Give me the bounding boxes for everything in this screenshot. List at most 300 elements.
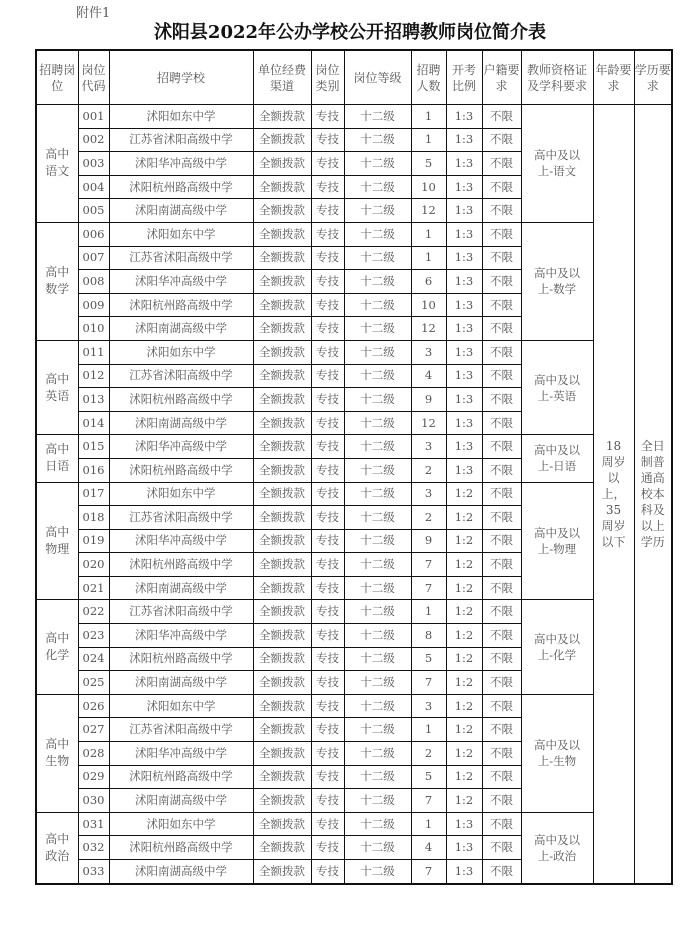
age-cell <box>593 105 634 884</box>
type-cell: 专技 <box>311 435 344 459</box>
ratio-cell: 1:2 <box>446 529 482 553</box>
table-row <box>36 812 672 836</box>
type-cell: 专技 <box>311 624 344 648</box>
funding-cell: 全额拨款 <box>253 718 311 742</box>
count-cell: 4 <box>411 364 446 388</box>
ratio-cell: 1:3 <box>446 128 482 152</box>
code-cell: 005 <box>78 199 109 223</box>
code-cell: 019 <box>78 529 109 553</box>
funding-cell: 全额拨款 <box>253 364 311 388</box>
funding-cell: 全额拨款 <box>253 506 311 530</box>
hukou-cell: 不限 <box>482 340 521 364</box>
code-cell: 009 <box>78 293 109 317</box>
header-type: 岗位类别 <box>311 50 344 105</box>
position-label: 高中政治 <box>45 831 70 863</box>
code-cell: 023 <box>78 624 109 648</box>
document-title: 沭阳县2022年公办学校公开招聘教师岗位简介表 <box>153 22 547 43</box>
ratio-cell: 1:2 <box>446 600 482 624</box>
header-position: 招聘岗位 <box>36 50 78 105</box>
hukou-cell: 不限 <box>482 718 521 742</box>
grade-cell: 十二级 <box>344 647 411 671</box>
grade-cell: 十二级 <box>344 553 411 577</box>
type-cell: 专技 <box>311 836 344 860</box>
code-cell: 021 <box>78 576 109 600</box>
grade-cell: 十二级 <box>344 742 411 766</box>
funding-cell: 全额拨款 <box>253 812 311 836</box>
grade-cell: 十二级 <box>344 128 411 152</box>
code-cell: 031 <box>78 812 109 836</box>
grade-cell: 十二级 <box>344 222 411 246</box>
table-row <box>36 340 672 364</box>
funding-cell: 全额拨款 <box>253 317 311 341</box>
type-cell: 专技 <box>311 694 344 718</box>
grade-cell: 十二级 <box>344 694 411 718</box>
hukou-cell: 不限 <box>482 624 521 648</box>
funding-cell: 全额拨款 <box>253 860 311 884</box>
funding-cell: 全额拨款 <box>253 105 311 129</box>
position-cell <box>36 482 78 600</box>
header-funding: 单位经费渠道 <box>253 50 311 105</box>
count-cell: 3 <box>411 340 446 364</box>
hukou-cell: 不限 <box>482 789 521 813</box>
funding-cell: 全额拨款 <box>253 671 311 695</box>
hukou-cell: 不限 <box>482 553 521 577</box>
position-label: 高中生物 <box>45 737 70 769</box>
type-cell: 专技 <box>311 199 344 223</box>
code-cell: 026 <box>78 694 109 718</box>
type-cell: 专技 <box>311 105 344 129</box>
funding-cell: 全额拨款 <box>253 553 311 577</box>
ratio-cell: 1:3 <box>446 293 482 317</box>
code-cell: 004 <box>78 175 109 199</box>
header-school: 招聘学校 <box>109 50 253 105</box>
hukou-cell: 不限 <box>482 812 521 836</box>
table-row <box>36 222 672 246</box>
code-cell: 001 <box>78 105 109 129</box>
code-cell: 033 <box>78 860 109 884</box>
hukou-cell: 不限 <box>482 694 521 718</box>
school-cell: 沭阳如东中学 <box>109 340 253 364</box>
grade-cell: 十二级 <box>344 812 411 836</box>
funding-cell: 全额拨款 <box>253 246 311 270</box>
school-cell: 沭阳如东中学 <box>109 812 253 836</box>
count-cell: 10 <box>411 293 446 317</box>
table-body <box>36 105 672 884</box>
funding-cell: 全额拨款 <box>253 600 311 624</box>
ratio-cell: 1:3 <box>446 152 482 176</box>
table-row <box>36 105 672 129</box>
ratio-cell: 1:3 <box>446 860 482 884</box>
funding-cell: 全额拨款 <box>253 175 311 199</box>
grade-cell: 十二级 <box>344 482 411 506</box>
grade-cell: 十二级 <box>344 458 411 482</box>
type-cell: 专技 <box>311 812 344 836</box>
count-cell: 8 <box>411 624 446 648</box>
positions-table <box>35 49 673 885</box>
ratio-cell: 1:3 <box>446 317 482 341</box>
header-grade: 岗位等级 <box>344 50 411 105</box>
hukou-cell: 不限 <box>482 836 521 860</box>
hukou-cell: 不限 <box>482 388 521 412</box>
ratio-cell: 1:3 <box>446 175 482 199</box>
school-cell: 沭阳杭州路高级中学 <box>109 836 253 860</box>
school-cell: 沭阳南湖高级中学 <box>109 671 253 695</box>
type-cell: 专技 <box>311 458 344 482</box>
funding-cell: 全额拨款 <box>253 222 311 246</box>
ratio-cell: 1:3 <box>446 458 482 482</box>
count-cell: 1 <box>411 718 446 742</box>
count-cell: 1 <box>411 105 446 129</box>
type-cell: 专技 <box>311 152 344 176</box>
funding-cell: 全额拨款 <box>253 270 311 294</box>
hukou-cell: 不限 <box>482 506 521 530</box>
school-cell: 沭阳南湖高级中学 <box>109 411 253 435</box>
hukou-cell: 不限 <box>482 435 521 459</box>
ratio-cell: 1:2 <box>446 718 482 742</box>
grade-cell: 十二级 <box>344 152 411 176</box>
hukou-cell: 不限 <box>482 647 521 671</box>
attachment-label: 附件1 <box>76 6 111 21</box>
grade-cell: 十二级 <box>344 789 411 813</box>
school-cell: 沭阳杭州路高级中学 <box>109 553 253 577</box>
school-cell: 沭阳杭州路高级中学 <box>109 175 253 199</box>
code-cell: 006 <box>78 222 109 246</box>
school-cell: 沭阳杭州路高级中学 <box>109 293 253 317</box>
hukou-cell: 不限 <box>482 128 521 152</box>
type-cell: 专技 <box>311 411 344 435</box>
hukou-cell: 不限 <box>482 105 521 129</box>
cert-cell <box>521 222 593 340</box>
school-cell: 江苏省沭阳高级中学 <box>109 128 253 152</box>
position-label: 高中化学 <box>45 631 70 663</box>
funding-cell: 全额拨款 <box>253 765 311 789</box>
funding-cell: 全额拨款 <box>253 482 311 506</box>
position-label: 高中日语 <box>45 442 70 474</box>
header-count: 招聘人数 <box>411 50 446 105</box>
school-cell: 沭阳南湖高级中学 <box>109 317 253 341</box>
cert-label: 高中及以上-数学 <box>534 266 580 297</box>
hukou-cell: 不限 <box>482 175 521 199</box>
table-row <box>36 482 672 506</box>
count-cell: 2 <box>411 506 446 530</box>
hukou-cell: 不限 <box>482 270 521 294</box>
type-cell: 专技 <box>311 765 344 789</box>
ratio-cell: 1:2 <box>446 765 482 789</box>
count-cell: 4 <box>411 836 446 860</box>
count-cell: 5 <box>411 765 446 789</box>
count-cell: 6 <box>411 270 446 294</box>
cert-label: 高中及以上-生物 <box>534 738 580 769</box>
grade-cell: 十二级 <box>344 435 411 459</box>
count-cell: 7 <box>411 576 446 600</box>
code-cell: 027 <box>78 718 109 742</box>
ratio-cell: 1:2 <box>446 553 482 577</box>
funding-cell: 全额拨款 <box>253 529 311 553</box>
grade-cell: 十二级 <box>344 600 411 624</box>
code-cell: 003 <box>78 152 109 176</box>
funding-cell: 全额拨款 <box>253 836 311 860</box>
grade-cell: 十二级 <box>344 718 411 742</box>
type-cell: 专技 <box>311 388 344 412</box>
type-cell: 专技 <box>311 789 344 813</box>
cert-label: 高中及以上-化学 <box>534 632 580 663</box>
code-cell: 032 <box>78 836 109 860</box>
grade-cell: 十二级 <box>344 576 411 600</box>
school-cell: 沭阳华冲高级中学 <box>109 742 253 766</box>
grade-cell: 十二级 <box>344 270 411 294</box>
funding-cell: 全额拨款 <box>253 435 311 459</box>
funding-cell: 全额拨款 <box>253 576 311 600</box>
grade-cell: 十二级 <box>344 317 411 341</box>
ratio-cell: 1:3 <box>446 340 482 364</box>
position-label: 高中物理 <box>45 524 70 556</box>
school-cell: 沭阳华冲高级中学 <box>109 435 253 459</box>
cert-label: 高中及以上-英语 <box>534 372 580 403</box>
hukou-cell: 不限 <box>482 600 521 624</box>
ratio-cell: 1:2 <box>446 789 482 813</box>
cert-label: 高中及以上-物理 <box>534 525 580 556</box>
code-cell: 011 <box>78 340 109 364</box>
header-hukou: 户籍要求 <box>482 50 521 105</box>
position-label: 高中语文 <box>45 147 70 179</box>
grade-cell: 十二级 <box>344 765 411 789</box>
position-cell <box>36 105 78 223</box>
hukou-cell: 不限 <box>482 458 521 482</box>
ratio-cell: 1:3 <box>446 270 482 294</box>
hukou-cell: 不限 <box>482 199 521 223</box>
table-row <box>36 600 672 624</box>
grade-cell: 十二级 <box>344 364 411 388</box>
school-cell: 沭阳杭州路高级中学 <box>109 765 253 789</box>
type-cell: 专技 <box>311 246 344 270</box>
funding-cell: 全额拨款 <box>253 624 311 648</box>
cert-cell <box>521 694 593 812</box>
code-cell: 015 <box>78 435 109 459</box>
header-code: 岗位代码 <box>78 50 109 105</box>
cert-cell <box>521 105 593 223</box>
code-cell: 028 <box>78 742 109 766</box>
school-cell: 沭阳南湖高级中学 <box>109 199 253 223</box>
funding-cell: 全额拨款 <box>253 458 311 482</box>
type-cell: 专技 <box>311 270 344 294</box>
school-cell: 沭阳如东中学 <box>109 222 253 246</box>
table-row <box>36 435 672 459</box>
hukou-cell: 不限 <box>482 742 521 766</box>
code-cell: 025 <box>78 671 109 695</box>
type-cell: 专技 <box>311 340 344 364</box>
code-cell: 013 <box>78 388 109 412</box>
count-cell: 3 <box>411 435 446 459</box>
school-cell: 沭阳杭州路高级中学 <box>109 647 253 671</box>
ratio-cell: 1:3 <box>446 364 482 388</box>
ratio-cell: 1:3 <box>446 246 482 270</box>
hukou-cell: 不限 <box>482 529 521 553</box>
count-cell: 2 <box>411 742 446 766</box>
hukou-cell: 不限 <box>482 576 521 600</box>
school-cell: 沭阳华冲高级中学 <box>109 270 253 294</box>
ratio-cell: 1:3 <box>446 222 482 246</box>
code-cell: 002 <box>78 128 109 152</box>
code-cell: 022 <box>78 600 109 624</box>
funding-cell: 全额拨款 <box>253 388 311 412</box>
grade-cell: 十二级 <box>344 836 411 860</box>
ratio-cell: 1:3 <box>446 411 482 435</box>
count-cell: 1 <box>411 222 446 246</box>
school-cell: 江苏省沭阳高级中学 <box>109 246 253 270</box>
funding-cell: 全额拨款 <box>253 293 311 317</box>
age-label: 18周岁以上，35周岁以下 <box>601 438 626 549</box>
type-cell: 专技 <box>311 293 344 317</box>
ratio-cell: 1:3 <box>446 435 482 459</box>
position-label: 高中数学 <box>45 265 70 297</box>
grade-cell: 十二级 <box>344 411 411 435</box>
school-cell: 沭阳如东中学 <box>109 482 253 506</box>
school-cell: 沭阳杭州路高级中学 <box>109 458 253 482</box>
count-cell: 1 <box>411 812 446 836</box>
cert-cell <box>521 600 593 694</box>
count-cell: 1 <box>411 600 446 624</box>
code-cell: 030 <box>78 789 109 813</box>
school-cell: 沭阳杭州路高级中学 <box>109 388 253 412</box>
grade-cell: 十二级 <box>344 246 411 270</box>
school-cell: 江苏省沭阳高级中学 <box>109 600 253 624</box>
count-cell: 2 <box>411 458 446 482</box>
ratio-cell: 1:2 <box>446 742 482 766</box>
type-cell: 专技 <box>311 742 344 766</box>
count-cell: 5 <box>411 647 446 671</box>
school-cell: 沭阳华冲高级中学 <box>109 624 253 648</box>
grade-cell: 十二级 <box>344 506 411 530</box>
count-cell: 5 <box>411 152 446 176</box>
count-cell: 7 <box>411 553 446 577</box>
type-cell: 专技 <box>311 317 344 341</box>
type-cell: 专技 <box>311 175 344 199</box>
ratio-cell: 1:3 <box>446 388 482 412</box>
grade-cell: 十二级 <box>344 105 411 129</box>
type-cell: 专技 <box>311 718 344 742</box>
cert-cell <box>521 435 593 482</box>
ratio-cell: 1:3 <box>446 105 482 129</box>
code-cell: 016 <box>78 458 109 482</box>
grade-cell: 十二级 <box>344 624 411 648</box>
count-cell: 9 <box>411 388 446 412</box>
type-cell: 专技 <box>311 647 344 671</box>
type-cell: 专技 <box>311 506 344 530</box>
header-ratio: 开考比例 <box>446 50 482 105</box>
funding-cell: 全额拨款 <box>253 340 311 364</box>
hukou-cell: 不限 <box>482 411 521 435</box>
funding-cell: 全额拨款 <box>253 199 311 223</box>
school-cell: 沭阳华冲高级中学 <box>109 152 253 176</box>
code-cell: 017 <box>78 482 109 506</box>
type-cell: 专技 <box>311 860 344 884</box>
school-cell: 沭阳如东中学 <box>109 694 253 718</box>
ratio-cell: 1:3 <box>446 199 482 223</box>
ratio-cell: 1:3 <box>446 812 482 836</box>
header-cert: 教师资格证及学科要求 <box>521 50 593 105</box>
school-cell: 江苏省沭阳高级中学 <box>109 506 253 530</box>
cert-label: 高中及以上-日语 <box>534 443 580 474</box>
hukou-cell: 不限 <box>482 317 521 341</box>
cert-cell <box>521 482 593 600</box>
hukou-cell: 不限 <box>482 671 521 695</box>
hukou-cell: 不限 <box>482 482 521 506</box>
code-cell: 014 <box>78 411 109 435</box>
code-cell: 020 <box>78 553 109 577</box>
count-cell: 1 <box>411 246 446 270</box>
ratio-cell: 1:2 <box>446 482 482 506</box>
ratio-cell: 1:2 <box>446 647 482 671</box>
hukou-cell: 不限 <box>482 364 521 388</box>
hukou-cell: 不限 <box>482 860 521 884</box>
ratio-cell: 1:2 <box>446 506 482 530</box>
school-cell: 江苏省沭阳高级中学 <box>109 364 253 388</box>
code-cell: 012 <box>78 364 109 388</box>
grade-cell: 十二级 <box>344 293 411 317</box>
funding-cell: 全额拨款 <box>253 647 311 671</box>
type-cell: 专技 <box>311 671 344 695</box>
position-cell <box>36 435 78 482</box>
count-cell: 9 <box>411 529 446 553</box>
grade-cell: 十二级 <box>344 860 411 884</box>
funding-cell: 全额拨款 <box>253 411 311 435</box>
type-cell: 专技 <box>311 482 344 506</box>
position-cell <box>36 694 78 812</box>
code-cell: 008 <box>78 270 109 294</box>
ratio-cell: 1:2 <box>446 671 482 695</box>
school-cell: 沭阳南湖高级中学 <box>109 576 253 600</box>
school-cell: 沭阳南湖高级中学 <box>109 789 253 813</box>
school-cell: 沭阳如东中学 <box>109 105 253 129</box>
ratio-cell: 1:2 <box>446 624 482 648</box>
type-cell: 专技 <box>311 529 344 553</box>
code-cell: 024 <box>78 647 109 671</box>
ratio-cell: 1:2 <box>446 576 482 600</box>
hukou-cell: 不限 <box>482 222 521 246</box>
table-row <box>36 694 672 718</box>
grade-cell: 十二级 <box>344 529 411 553</box>
edu-cell <box>634 105 672 884</box>
grade-cell: 十二级 <box>344 340 411 364</box>
type-cell: 专技 <box>311 222 344 246</box>
ratio-cell: 1:3 <box>446 836 482 860</box>
grade-cell: 十二级 <box>344 388 411 412</box>
school-cell: 沭阳华冲高级中学 <box>109 529 253 553</box>
type-cell: 专技 <box>311 364 344 388</box>
type-cell: 专技 <box>311 600 344 624</box>
code-cell: 010 <box>78 317 109 341</box>
grade-cell: 十二级 <box>344 671 411 695</box>
count-cell: 7 <box>411 789 446 813</box>
grade-cell: 十二级 <box>344 175 411 199</box>
count-cell: 12 <box>411 199 446 223</box>
position-cell <box>36 600 78 694</box>
school-cell: 沭阳南湖高级中学 <box>109 860 253 884</box>
count-cell: 7 <box>411 671 446 695</box>
funding-cell: 全额拨款 <box>253 694 311 718</box>
type-cell: 专技 <box>311 553 344 577</box>
count-cell: 12 <box>411 411 446 435</box>
count-cell: 12 <box>411 317 446 341</box>
cert-label: 高中及以上-语文 <box>534 148 580 179</box>
header-row <box>36 50 672 105</box>
grade-cell: 十二级 <box>344 199 411 223</box>
type-cell: 专技 <box>311 576 344 600</box>
hukou-cell: 不限 <box>482 152 521 176</box>
count-cell: 3 <box>411 482 446 506</box>
funding-cell: 全额拨款 <box>253 742 311 766</box>
code-cell: 029 <box>78 765 109 789</box>
